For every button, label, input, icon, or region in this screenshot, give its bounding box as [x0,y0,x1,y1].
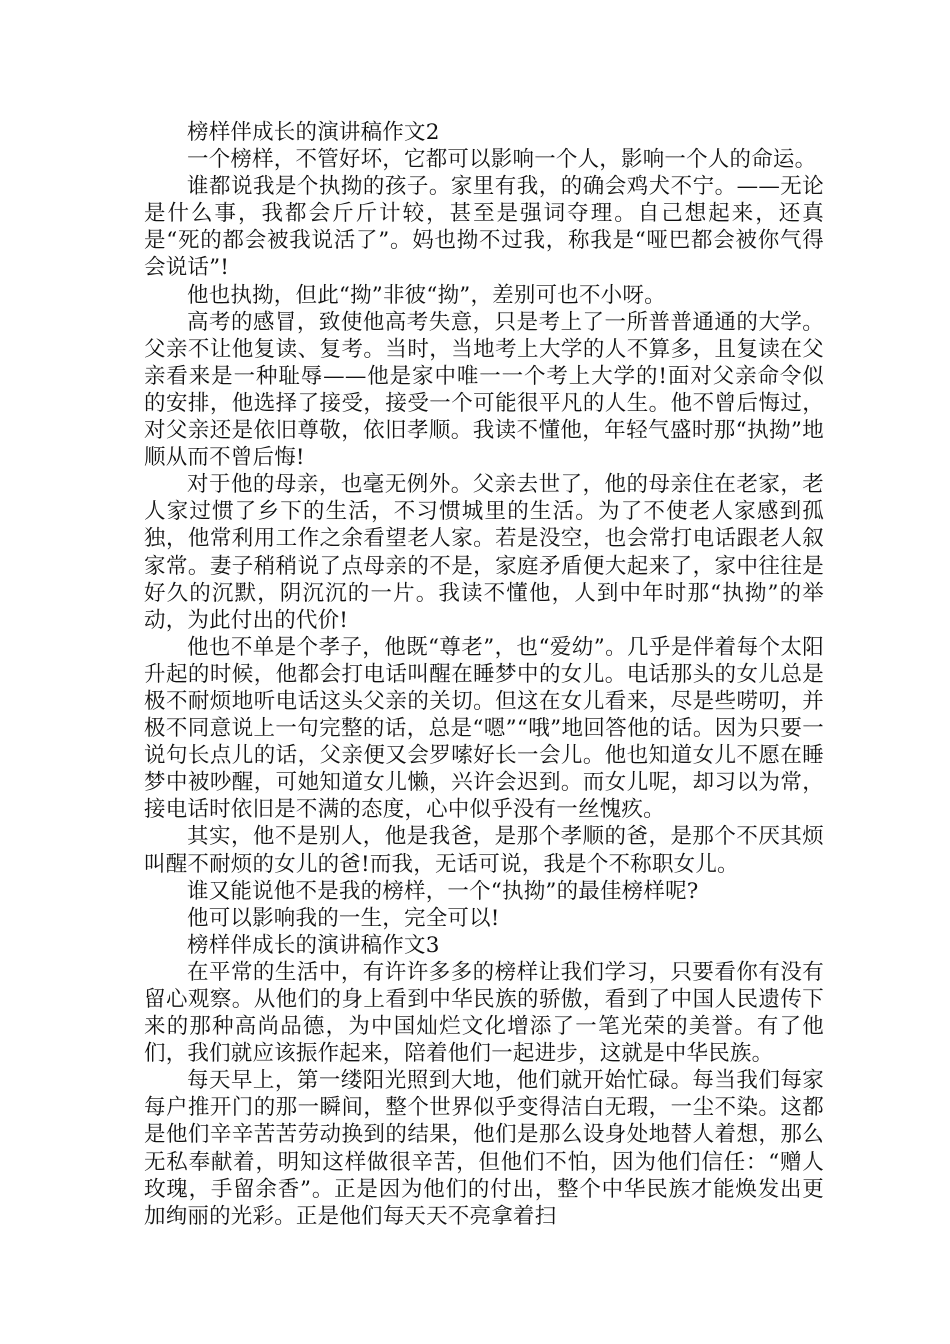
paragraph: 对于他的母亲，也毫无例外。父亲去世了，他的母亲住在老家，老人家过惯了乡下的生活，不习惯城里的生活。为了不使老人家感到孤独，他常利用工作之余看望老人家。若是没空，也会常打电话跟老人叙家常。妻子稍稍说了点母亲的不是，家庭矛盾便大起来了，家中往往是好久的沉默，阴沉沉的一片。我读不懂他，人到中年时那“执拗”的举动，为此付出的代价! [144,472,824,633]
paragraph: 在平常的生活中，有许许多多的榜样让我们学习，只要看你有没有留心观察。从他们的身上看到中华民族的骄傲，看到了中国人民遗传下来的那种高尚品德，为中国灿烂文化增添了一笔光荣的美誉。有了他们，我们就应该振作起来，陪着他们一起进步，这就是中华民族。 [144,959,824,1067]
paragraph: 谁都说我是个执拗的孩子。家里有我，的确会鸡犬不宁。——无论是什么事，我都会斤斤计较，甚至是强词夺理。自己想起来，还真是“死的都会被我说活了”。妈也拗不过我，称我是“哑巴都会被你气得会说话”! [144,174,824,281]
paragraph: 他可以影响我的一生，完全可以! [187,905,500,931]
paragraph: 高考的感冒，致使他高考失意，只是考上了一所普普通通的大学。父亲不让他复读、复考。当时，当地考上大学的人不算多，且复读在父亲看来是一种耻辱——他是家中唯一一个考上大学的!面对父亲命令似的安排，他选择了接受，接受一个可能很平凡的人生。他不曾后悔过，对父亲还是依旧尊敬，依旧孝顺。我读不懂他，年轻气盛时那“执拗”地顺从而不曾后悔! [144,309,824,471]
section-heading-essay-2: 榜样伴成长的演讲稿作文2 [187,120,440,145]
paragraph: 其实，他不是别人，他是我爸，是那个孝顺的爸，是那个不厌其烦叫醒不耐烦的女儿的爸!而我，无话可说，我是个不称职女儿。 [144,824,824,877]
paragraph: 他也不单是个孝子，他既“尊老”，也“爱幼”。几乎是伴着每个太阳升起的时候，他都会打电话叫醒在睡梦中的女儿。电话那头的女儿总是极不耐烦地听电话这头父亲的关切。但这在女儿看来，尽是些唠叨，并极不同意说上一句完整的话，总是“嗯”“哦”地回答他的话。因为只要一说句长点儿的话，父亲便又会罗嗦好长一会儿。他也知道女儿不愿在睡梦中被吵醒，可她知道女儿懒，兴许会迟到。而女儿呢，却习以为常，接电话时依旧是不满的态度，心中似乎没有一丝愧疚。 [144,634,824,823]
paragraph: 谁又能说他不是我的榜样，一个“执拗”的最佳榜样呢? [187,878,699,904]
section-heading-essay-3: 榜样伴成长的演讲稿作文3 [187,932,440,958]
paragraph: 一个榜样，不管好坏，它都可以影响一个人，影响一个人的命运。 [187,147,817,173]
document-page [144,119,824,1230]
paragraph: 他也执拗，但此“拗”非彼“拗”，差别可也不小呀。 [187,282,666,308]
paragraph: 每天早上，第一缕阳光照到大地，他们就开始忙碌。每当我们每家每户推开门的那一瞬间，整个世界似乎变得洁白无瑕，一尘不染。这都是他们辛辛苦苦劳动换到的结果，他们是那么设身处地替人着想，那么无私奉献着，明知这样做很辛苦，但他们不怕，因为他们信任：“赠人玫瑰，手留余香”。正是因为他们的付出，整个中华民族才能焕发出更加绚丽的光彩。正是他们每天天不亮拿着扫 [144,1068,824,1229]
